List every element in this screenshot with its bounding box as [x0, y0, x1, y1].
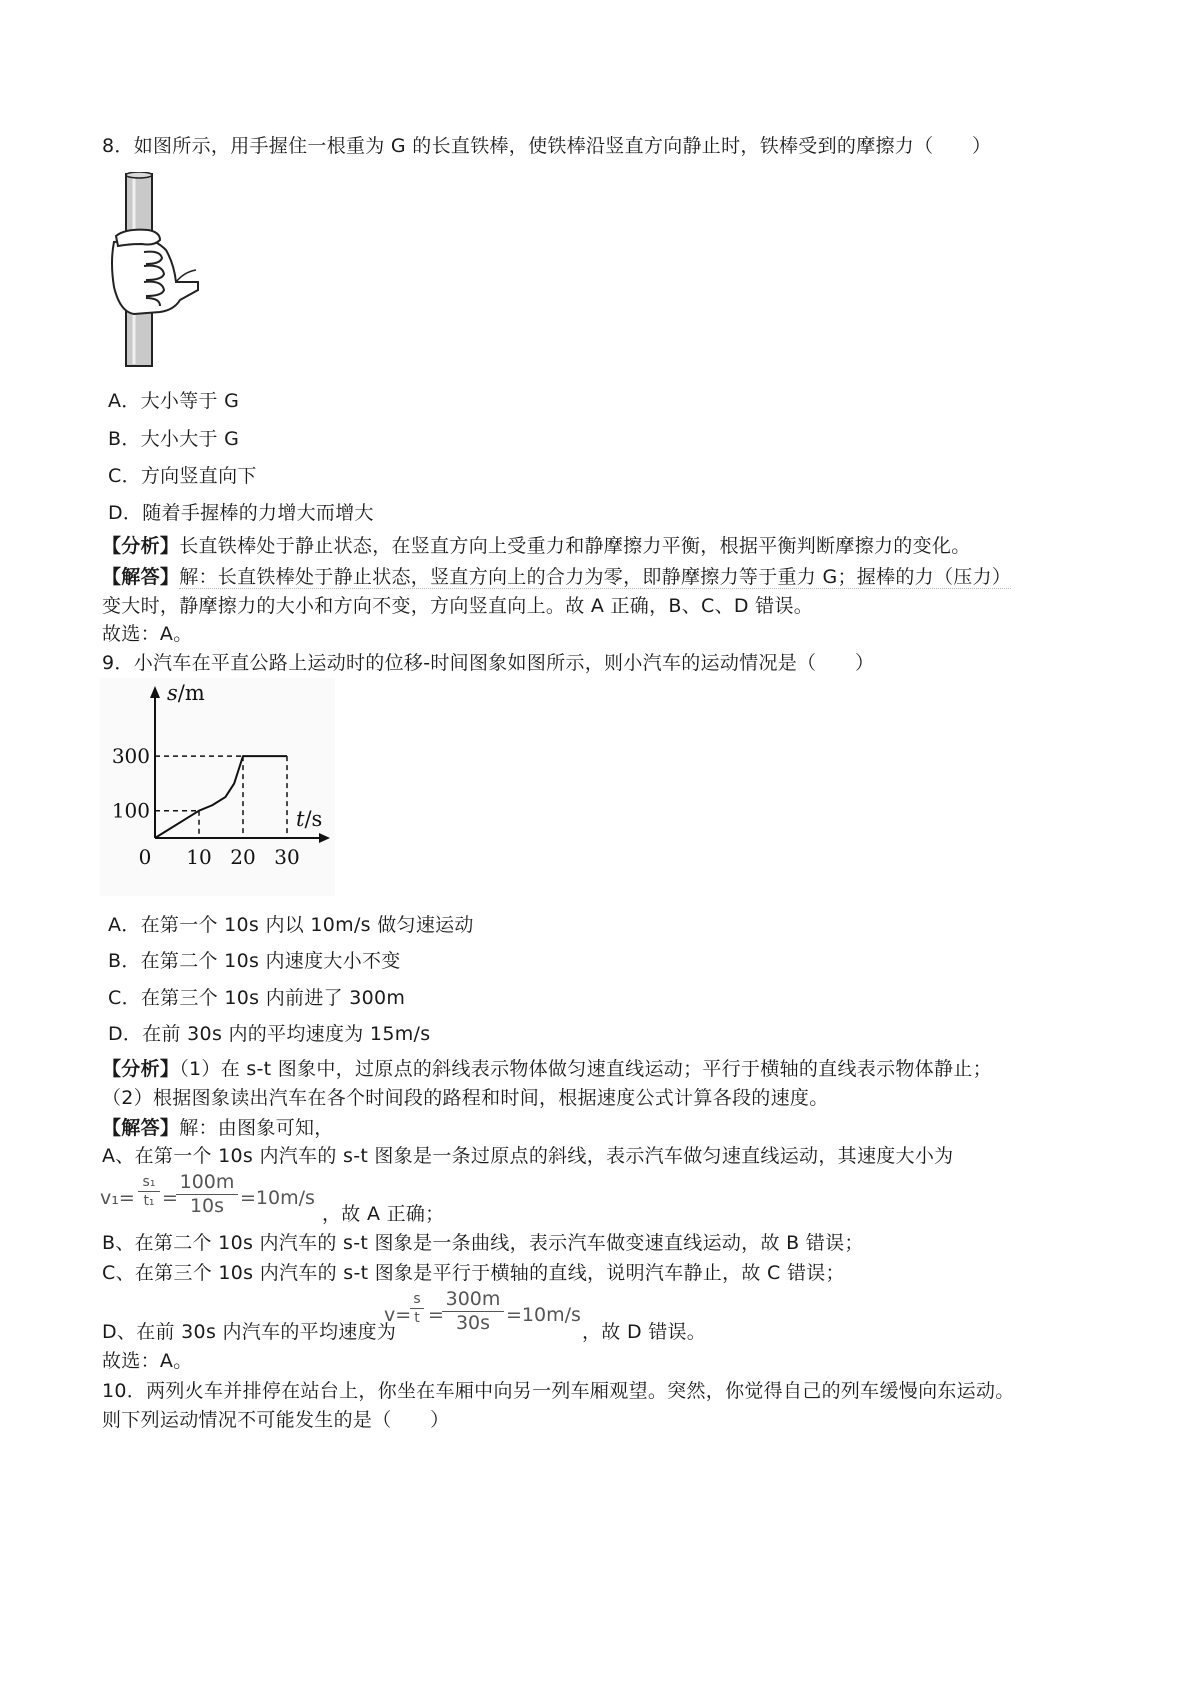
q9-option-c: C．在第三个 10s 内前进了 300m — [108, 987, 406, 1009]
x-axis-label: t/s — [296, 807, 323, 831]
origin-label: 0 — [138, 845, 152, 869]
q8-answer-line2: 变大时，静摩擦力的大小和方向不变，方向竖直向上。故 A 正确，B、C、D 错误。 — [102, 595, 814, 617]
displacement-time-chart — [100, 678, 335, 896]
x-tick-label: 10 — [186, 845, 212, 869]
q9-answer-b: B、在第二个 10s 内汽车的 s-t 图象是一条曲线，表示汽车做变速直线运动，故 B 错误； — [102, 1232, 864, 1254]
q9-option-b: B．在第二个 10s 内速度大小不变 — [108, 950, 401, 972]
q9-analysis-line2: （2）根据图象读出汽车在各个时间段的路程和时间，根据速度公式计算各段的速度。 — [102, 1087, 829, 1109]
formula-v1-lhs: v₁= — [100, 1187, 135, 1209]
formula-v1-num2: 100m — [179, 1171, 235, 1193]
q8-option-b: B．大小大于 G — [108, 428, 240, 450]
x-tick-label: 20 — [230, 845, 256, 869]
q8-option-c: C．方向竖直向下 — [108, 465, 257, 487]
q10-stem-line1: 10．两列火车并排停在站台上，你坐在车厢中向另一列车厢观望。突然，你觉得自己的列车缓慢向东运动。 — [102, 1380, 1015, 1402]
q9-answer-a-tail: ，故 A 正确； — [322, 1203, 445, 1225]
formula-v-frac2 — [442, 1290, 504, 1333]
q9-option-d: D．在前 30s 内的平均速度为 15m/s — [108, 1023, 431, 1045]
formula-v-den1: t — [414, 1310, 420, 1326]
q9-option-a: A．在第一个 10s 内以 10m/s 做匀速运动 — [108, 914, 474, 936]
q9-answer-d-tail: ，故 D 错误。 — [582, 1321, 707, 1343]
q8-option-d: D．随着手握棒的力增大而增大 — [108, 502, 374, 524]
q9-answer-intro: 解：由图象可知， — [179, 1117, 334, 1139]
formula-v-lhs: v= — [384, 1304, 412, 1326]
formula-v-frac1 — [410, 1292, 424, 1325]
y-axis-label: s/m — [167, 681, 205, 705]
x-tick-label: 30 — [274, 845, 300, 869]
q8-answer-tag: 【解答】 — [102, 566, 180, 588]
q8-answer-line1: 解：长直铁棒处于静止状态，竖直方向上的合力为零，即静摩擦力等于重力 G；握棒的力（压力） — [179, 566, 1012, 588]
q9-choice: 故选：A。 — [102, 1350, 193, 1372]
q9-answer-a: A、在第一个 10s 内汽车的 s-t 图象是一条过原点的斜线，表示汽车做匀速直线运动，其速度大小为 — [102, 1145, 954, 1167]
q9-analysis-tag: 【分析】 — [102, 1058, 180, 1080]
formula-v1-den2: 10s — [189, 1195, 225, 1217]
y-tick-label: 100 — [111, 798, 150, 823]
formula-v1-num1: s₁ — [142, 1174, 156, 1190]
q8-stem: 8．如图所示，用手握住一根重为 G 的长直铁棒，使铁棒沿竖直方向静止时，铁棒受到的摩擦力（ ） — [102, 135, 992, 157]
q8-option-a: A．大小等于 G — [108, 390, 240, 412]
q9-stem: 9．小汽车在平直公路上运动时的位移-时间图象如图所示，则小汽车的运动情况是（ ） — [102, 652, 875, 674]
q8-answer — [102, 564, 1011, 590]
q9-answer-c: C、在第三个 10s 内汽车的 s-t 图象是平行于横轴的直线，说明汽车静止，故 C 错误； — [102, 1262, 845, 1284]
x-axis-arrow — [319, 833, 330, 843]
formula-v-rhs: =10m/s — [506, 1304, 581, 1326]
formula-v-den2: 30s — [455, 1312, 491, 1334]
q8-choice: 故选：A。 — [102, 623, 193, 645]
q9-answer — [102, 1115, 334, 1141]
q9-analysis-line1: （1）在 s-t 图象中，过原点的斜线表示物体做匀速直线运动；平行于横轴的直线表示物体静止； — [179, 1058, 992, 1080]
q10-stem-line2: 则下列运动情况不可能发生的是（ ） — [102, 1409, 450, 1431]
formula-v: v= s t = 300m 30s =10m/s — [384, 1288, 581, 1334]
formula-v-num1: s — [413, 1291, 421, 1307]
q8-analysis — [102, 533, 971, 559]
q9-answer-d-head: D、在前 30s 内汽车的平均速度为 — [102, 1321, 397, 1343]
q9-answer-tag: 【解答】 — [102, 1117, 180, 1139]
formula-v1-den1: t₁ — [143, 1193, 155, 1209]
y-axis-arrow — [150, 686, 160, 698]
data-line — [155, 756, 287, 838]
formula-v1: v₁= s₁ t₁ = 100m 10s =10m/s — [100, 1171, 315, 1217]
formula-v1-rhs: =10m/s — [240, 1187, 315, 1209]
formula-v-num2: 300m — [445, 1288, 501, 1310]
hand-gripping-rod-figure — [104, 172, 200, 372]
q9-analysis — [102, 1056, 992, 1082]
q8-analysis-text: 长直铁棒处于静止状态，在竖直方向上受重力和静摩擦力平衡，根据平衡判断摩擦力的变化。 — [179, 535, 971, 557]
formula-v1-frac2 — [176, 1173, 238, 1216]
q8-analysis-tag: 【分析】 — [102, 535, 180, 557]
y-tick-label: 300 — [111, 744, 150, 769]
formula-v1-frac1 — [138, 1175, 160, 1208]
